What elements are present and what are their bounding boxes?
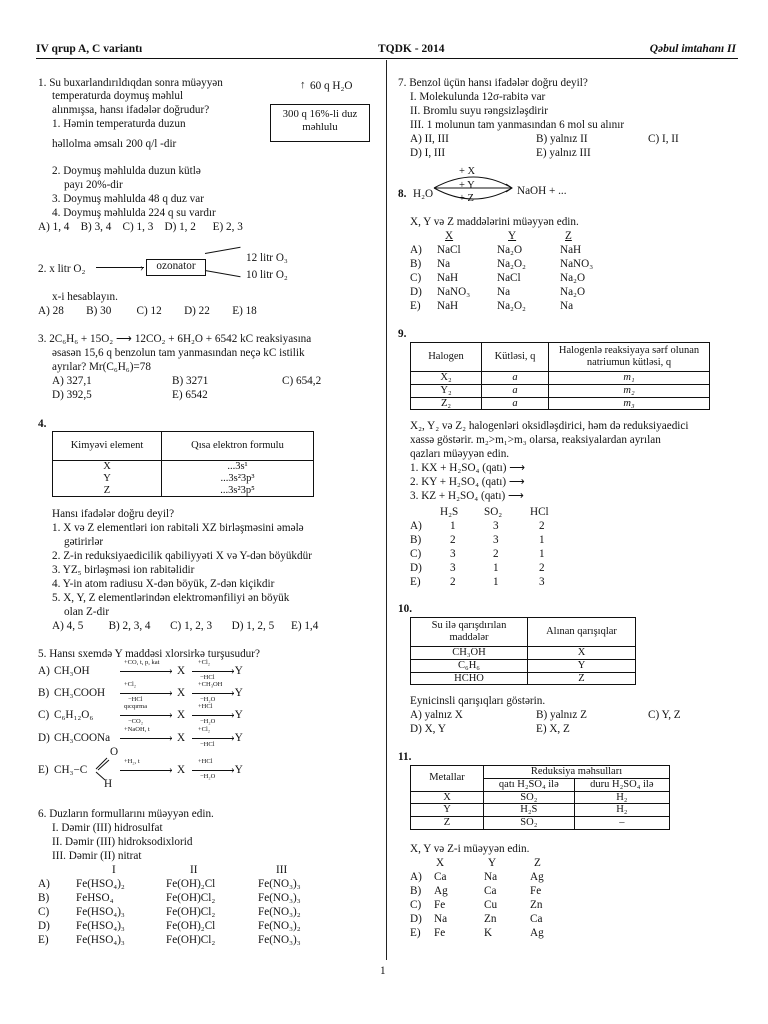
q2-product-oxygen: 10 litr O₂ <box>246 269 288 281</box>
q9-option-so2: 3 <box>493 534 499 546</box>
q3-answer-a[interactable]: A) 327,1 <box>52 375 92 387</box>
q9-option-hcl: 3 <box>539 576 545 588</box>
q9-option-label[interactable]: C) <box>410 548 422 560</box>
q8-option-z: Na <box>560 300 574 312</box>
q6-col-3: III <box>276 864 288 876</box>
q11-cell: SO₂ <box>484 817 575 830</box>
q5-arrow2-top: +HCl <box>198 758 213 765</box>
q6-option-salt-2: Fe(OH)Cl₂ <box>166 892 216 904</box>
q5-option-label[interactable]: A) <box>38 665 50 677</box>
q9-th-sodium-mass: Halogenlə reaksiyaya sərf olunan natriumun kütləsi, q <box>549 343 710 372</box>
q8-col-x: X <box>445 230 454 242</box>
q1-answer-c[interactable]: C) 1, 3 <box>122 221 154 233</box>
column-divider <box>386 60 387 960</box>
q8-option-y: Na₂O <box>497 244 523 256</box>
q4-line-7: 5. X, Y, Z elementlərindən elektromənfiliyi ən böyük <box>52 592 290 604</box>
q9-option-hcl: 2 <box>539 520 545 532</box>
q5-arrow1-top: +Cl₂ <box>124 681 137 688</box>
q6-line-4: III. Dəmir (II) nitrat <box>52 850 142 862</box>
q9-cell: m₁ <box>549 372 710 385</box>
q5-arrow2 <box>192 671 234 672</box>
q11-option-y: Ca <box>484 885 497 897</box>
q5-aldehyde-o: O <box>110 746 119 758</box>
q4-line-8: olan Z-dir <box>64 606 110 618</box>
q5-arrow2-top: +HCl <box>198 703 213 710</box>
q10-prompt: Eynicinsli qarışıqları göstərin. <box>410 695 546 707</box>
q8-option-label[interactable]: D) <box>410 286 422 298</box>
q11-th-dilute: duru H₂SO₄ ilə <box>574 778 669 791</box>
q5-arrow2-top: +CH₃OH <box>198 681 223 688</box>
q5-arrow1-bottom: −HCl <box>128 696 143 703</box>
header-group-variant: IV qrup A, C variantı <box>36 43 143 55</box>
q5-option-label[interactable]: E) <box>38 764 49 776</box>
q6-option-salt-3: Fe(NO₃)₂ <box>258 920 301 932</box>
q6-option-salt-1: Fe(HSO₄)₃ <box>76 934 125 946</box>
q11-option-label[interactable]: E) <box>410 927 421 939</box>
q3-answer-e[interactable]: E) 6542 <box>172 389 208 401</box>
q2-product-ozone: 12 litr O₃ <box>246 252 288 264</box>
q11-option-label[interactable]: A) <box>410 871 422 883</box>
q5-arrow1 <box>120 738 172 739</box>
q9-cell: Z₂ <box>411 397 482 410</box>
q5-product-y: ›Y <box>231 709 243 721</box>
q5-option-start: CH₃COOH <box>54 687 106 699</box>
q9-option-hcl: 1 <box>539 548 545 560</box>
q6-option-salt-2: Fe(OH)Cl₂ <box>166 934 216 946</box>
q9-table <box>410 342 710 410</box>
q4-line-1: Hansı ifadələr doğru deyil? <box>52 508 175 520</box>
q8-label-x: + X <box>459 166 476 177</box>
q9-col-so2: SO₂ <box>484 506 503 518</box>
q9-line-4: 1. KX + H₂SO₄ (qatı) ⟶ <box>410 462 526 474</box>
q5-product-y: ›Y <box>231 687 243 699</box>
q5-arrow2 <box>192 715 234 716</box>
q11-option-y: K <box>484 927 493 939</box>
q11-option-y: Na <box>484 871 498 883</box>
q11-table <box>410 765 670 830</box>
q8-label-z: + Z <box>459 193 474 204</box>
page-header <box>36 42 736 58</box>
q5-arrow2-bottom: −HCl <box>200 674 215 681</box>
q10-table <box>410 617 636 685</box>
q5-arrow1-head: › <box>169 732 173 744</box>
q10-answer-c[interactable]: C) Y, Z <box>648 709 681 721</box>
q5-arrow2-bottom: −H₂O <box>200 696 216 703</box>
q8-prompt: X, Y və Z maddələrini müəyyən edin. <box>410 216 579 228</box>
q5-intermediate-x: X <box>177 709 186 721</box>
q1-answers <box>38 221 243 235</box>
q11-cell: Y <box>411 804 484 817</box>
q9-option-h2s: 3 <box>450 548 456 560</box>
q3-line-2: əsasən 15,6 q benzolun tam yanmasından neçə kC istilik <box>52 347 305 359</box>
q11-option-y: Cu <box>484 899 498 911</box>
q8-col-y: Y <box>508 230 517 242</box>
q8-option-z: Na₂O <box>560 272 586 284</box>
q1-solution-text: 300 q 16%-li duz məhlulu <box>282 108 358 134</box>
q4-answer-d[interactable]: D) 1, 2, 5 <box>231 620 275 632</box>
q1-solution-box <box>270 104 370 142</box>
q4-answer-a[interactable]: A) 4, 5 <box>52 620 84 632</box>
q9-line-5: 2. KY + H₂SO₄ (qatı) ⟶ <box>410 476 525 488</box>
q8-col-z: Z <box>565 230 572 242</box>
q2-answer-a[interactable]: A) 28 <box>38 305 64 317</box>
q8-option-z: NaH <box>560 244 582 256</box>
q11-option-x: Ca <box>434 871 447 883</box>
q8-option-x: NaCl <box>437 244 461 256</box>
q11-option-z: Ca <box>530 913 543 925</box>
q3-line-3: ayrılar? Mr(C₆H₆)=78 <box>52 361 151 373</box>
q8-option-y: Na <box>497 286 511 298</box>
q11-prompt: X, Y və Z-i müəyyən edin. <box>410 843 530 855</box>
q9-option-h2s: 2 <box>450 576 456 588</box>
q2-answer-b[interactable]: B) 30 <box>86 305 112 317</box>
q9-option-so2: 3 <box>493 520 499 532</box>
q10-answer-e[interactable]: E) X, Z <box>536 723 570 735</box>
q11-cell: H₂ <box>574 791 669 804</box>
q2-arrow-line <box>96 267 144 268</box>
q11-option-y: Zn <box>484 913 497 925</box>
q11-option-z: Ag <box>530 871 544 883</box>
q5-arrow2-bottom: −H₂O <box>200 773 216 780</box>
q8-option-x: NaH <box>437 272 459 284</box>
q9-th-halogen: Halogen <box>411 343 482 372</box>
q5-option-label[interactable]: C) <box>38 709 50 721</box>
q9-cell: m₂ <box>549 384 710 397</box>
q4-answer-b[interactable]: B) 2, 3, 4 <box>108 620 151 632</box>
q8-label-y: + Y <box>459 180 475 191</box>
q1-line-9: 4. Doymuş məhlulda 224 q su vardır <box>52 207 216 219</box>
q6-option-salt-2: Fe(OH)Cl₂ <box>166 906 216 918</box>
q10-cell: Z <box>528 672 636 685</box>
q6-option-salt-3: Fe(NO₃)₂ <box>258 906 301 918</box>
q1-line-6: 2. Doymuş məhlulda duzun kütlə <box>52 165 201 177</box>
q10-th-mixtures: Alınan qarışıqlar <box>528 618 636 647</box>
q3-answer-c[interactable]: C) 654,2 <box>282 375 322 387</box>
q11-option-z: Fe <box>530 885 542 897</box>
q7-answer-c[interactable]: C) I, II <box>648 133 679 145</box>
q11-th-metals: Metallar <box>411 766 484 792</box>
q8-option-label[interactable]: B) <box>410 258 422 270</box>
q7-answer-d[interactable]: D) I, III <box>410 147 446 159</box>
q1-up-arrow: ↑ <box>300 79 306 91</box>
q8-option-y: Na₂O₂ <box>497 300 526 312</box>
q7-answer-b[interactable]: B) yalnız II <box>536 133 588 145</box>
q10-cell: X <box>528 647 636 660</box>
q11-option-label[interactable]: B) <box>410 885 422 897</box>
q8-option-label[interactable]: E) <box>410 300 421 312</box>
q11-option-x: Fe <box>434 899 446 911</box>
q5-intermediate-x: X <box>177 764 186 776</box>
q2-branch-up <box>205 247 241 254</box>
q9-option-h2s: 2 <box>450 534 456 546</box>
q4-line-3: gətirirlər <box>64 536 104 548</box>
q1-answer-b[interactable]: B) 3, 4 <box>80 221 112 233</box>
q10-th-substances: Su ilə qarışdırılan maddələr <box>411 618 528 647</box>
q11-option-x: Fe <box>434 927 446 939</box>
q9-col-h2s: H₂S <box>440 506 459 518</box>
q2-ozonator-box <box>146 259 206 276</box>
q5-option-label[interactable]: B) <box>38 687 50 699</box>
q5-arrow1-top: qıcqırma <box>124 703 148 710</box>
q1-answer-a[interactable]: A) 1, 4 <box>38 221 70 233</box>
q11-th-conc: qatı H₂SO₄ ilə <box>484 778 575 791</box>
q1-line-5: həllolma əmsalı 200 q/l -dir <box>52 138 177 150</box>
q9-cell: a <box>482 372 549 385</box>
q8-option-z: Na₂O <box>560 286 586 298</box>
q11-option-z: Ag <box>530 927 544 939</box>
q9-option-so2: 2 <box>493 548 499 560</box>
q8-reactant: H₂O <box>413 188 434 200</box>
q5-arrow1 <box>120 770 172 771</box>
q1-line-2: temperaturda doymuş məhlul <box>52 90 184 102</box>
q9-option-h2s: 3 <box>450 562 456 574</box>
q9-option-label[interactable]: B) <box>410 534 422 546</box>
q1-line-3: alınmışsa, hansı ifadələr doğrudur? <box>52 104 210 116</box>
q9-line-6: 3. KZ + H₂SO₄ (qatı) ⟶ <box>410 490 525 502</box>
q6-option-salt-1: Fe(HSO₄)₃ <box>76 920 125 932</box>
q10-answer-d[interactable]: D) X, Y <box>410 723 446 735</box>
q3-answer-b[interactable]: B) 3271 <box>172 375 209 387</box>
q4-cell: ...3s²3p⁵ <box>162 485 314 497</box>
q5-product-y: ›Y <box>231 764 243 776</box>
q10-answer-b[interactable]: B) yalnız Z <box>536 709 587 721</box>
q9-line-3: qazları müəyyən edin. <box>410 448 510 460</box>
q2-reactant: 2. x litr O₂ <box>38 263 86 275</box>
q6-option-label[interactable]: E) <box>38 934 49 946</box>
q8-option-label[interactable]: C) <box>410 272 422 284</box>
q9-cell: Y₂ <box>411 384 482 397</box>
q10-answer-a[interactable]: A) yalnız X <box>410 709 463 721</box>
q7-line-2: I. Molekulunda 12σ-rabitə var <box>410 91 546 103</box>
q5-question: 5. Hansı sxemdə Y maddəsi xlorsirkə turşusudur? <box>38 648 260 660</box>
q1-answer-d[interactable]: D) 1, 2 <box>164 221 196 233</box>
q5-arrow2-bottom: −HCl <box>200 741 215 748</box>
q7-answer-a[interactable]: A) II, III <box>410 133 449 145</box>
q5-arrow2-bottom: −H₂O <box>200 718 216 725</box>
q5-aldehyde-h: H <box>104 778 113 790</box>
q9-cell: a <box>482 384 549 397</box>
q6-option-label[interactable]: A) <box>38 878 50 890</box>
q11-cell: Z <box>411 817 484 830</box>
q5-arrow2-top: +Cl₂ <box>198 726 211 733</box>
q4-line-6: 4. Y-in atom radiusu X-dən böyük, Z-dən kiçikdir <box>52 578 275 590</box>
q5-intermediate-x: X <box>177 687 186 699</box>
q6-col-1: I <box>112 864 116 876</box>
q10-number: 10. <box>398 603 412 615</box>
q1-line-4: 1. Həmin temperaturda duzun <box>52 118 186 130</box>
q9-th-mass: Kütləsi, q <box>482 343 549 372</box>
q5-arrow1-top: +H₂, t <box>124 758 140 765</box>
q5-arrow1 <box>120 715 172 716</box>
q9-col-hcl: HCl <box>530 506 549 518</box>
q5-arrow2 <box>192 738 234 739</box>
q2-branch-down <box>205 270 241 277</box>
header-exam-code: TQDK - 2014 <box>378 43 445 55</box>
q4-table <box>52 431 314 497</box>
q4-th-formula: Qısa elektron formulu <box>162 432 314 461</box>
q10-cell: Y <box>528 659 636 672</box>
q5-arrow1-head: › <box>169 687 173 699</box>
q5-arrow2-top: +Cl₂ <box>198 659 211 666</box>
q5-intermediate-x: X <box>177 665 186 677</box>
q2-answer-c[interactable]: C) 12 <box>136 305 162 317</box>
q11-option-x: Na <box>434 913 448 925</box>
q10-cell: HCHO <box>411 672 528 685</box>
q8-option-x: NaNO₃ <box>437 286 471 298</box>
q9-cell: a <box>482 397 549 410</box>
q5-arrow1-head: › <box>169 709 173 721</box>
q5-arrow1-top: +CO, t, p, kat <box>124 659 160 666</box>
q4-cell: Z <box>53 485 162 497</box>
q11-option-x: Ag <box>434 885 448 897</box>
q4-line-2: 1. X və Z elementləri ion rabitəli XZ birləşməsini əmələ <box>52 522 304 534</box>
q6-option-salt-3: Fe(NO₃)₃ <box>258 878 301 890</box>
q11-option-z: Zn <box>530 899 543 911</box>
q4-answer-e[interactable]: E) 1,4 <box>290 620 319 632</box>
q11-cell: H₂ <box>574 804 669 817</box>
q2-prompt: x-i hesablayın. <box>52 291 118 303</box>
q11-cell: – <box>574 817 669 830</box>
q6-option-salt-1: FeHSO₄ <box>76 892 114 904</box>
q8-number: 8. <box>398 188 407 200</box>
q6-option-label[interactable]: C) <box>38 906 50 918</box>
page-number: 1 <box>380 965 386 977</box>
q7-line-4: III. 1 molunun tam yanmasından 6 mol su alınır <box>410 119 625 131</box>
q9-cell: m₃ <box>549 397 710 410</box>
q6-col-2: II <box>190 864 198 876</box>
q5-product-y: ›Y <box>231 732 243 744</box>
q9-option-hcl: 1 <box>539 534 545 546</box>
q5-arrow2 <box>192 693 234 694</box>
q6-option-label[interactable]: B) <box>38 892 50 904</box>
q11-number: 11. <box>398 751 412 763</box>
q5-arrow1-top: +NaOH, t <box>124 726 150 733</box>
q2-ozonator-label: ozonator <box>156 260 196 272</box>
q9-number: 9. <box>398 328 407 340</box>
q3-line-1: 3. 2C₆H₆ + 15O₂ ⟶ 12CO₂ + 6H₂O + 6542 kC reaksiyasına <box>38 333 312 345</box>
q11-th-products: Reduksiya məhsulları <box>484 766 670 779</box>
q5-option-label[interactable]: D) <box>38 732 50 744</box>
q9-option-so2: 1 <box>493 576 499 588</box>
q4-cell: X <box>53 461 162 473</box>
q2-answer-e[interactable]: E) 18 <box>232 305 257 317</box>
q1-line-1: 1. Su buxarlandırıldıqdan sonra müəyyən <box>38 77 223 89</box>
q11-cell: SO₂ <box>484 791 575 804</box>
q1-water-label: 60 q H₂O <box>310 80 353 92</box>
q5-arrow1-bottom: −CO₂ <box>128 718 143 725</box>
q8-option-y: NaCl <box>497 272 521 284</box>
q2-answer-d[interactable]: D) 22 <box>184 305 210 317</box>
header-exam-title: Qəbul imtahanı II <box>649 43 736 55</box>
q8-option-y: Na₂O₂ <box>497 258 526 270</box>
q4-cell: Y <box>53 473 162 485</box>
q4-th-element: Kimyəvi element <box>53 432 162 461</box>
q7-line-3: II. Bromlu suyu rəngsizləşdirir <box>410 105 548 117</box>
q6-option-salt-3: Fe(NO₃)₃ <box>258 934 301 946</box>
q6-line-1: 6. Duzların formullarını müəyyən edin. <box>38 808 214 820</box>
q6-option-salt-2: Fe(OH)₂Cl <box>166 878 216 890</box>
q1-line-8: 3. Doymuş məhlulda 48 q duz var <box>52 193 204 205</box>
q5-arrow1 <box>120 693 172 694</box>
q8-option-z: NaNO₃ <box>560 258 594 270</box>
q8-option-label[interactable]: A) <box>410 244 422 256</box>
q5-option-start: CH₃−C <box>54 764 88 776</box>
q8-option-x: Na <box>437 258 451 270</box>
q4-answer-c[interactable]: C) 1, 2, 3 <box>170 620 213 632</box>
q11-cell: X <box>411 791 484 804</box>
q8-option-x: NaH <box>437 300 459 312</box>
q5-arrow1 <box>120 671 172 672</box>
q6-option-salt-1: Fe(HSO₄)₂ <box>76 878 125 890</box>
q3-answer-d[interactable]: D) 392,5 <box>52 389 92 401</box>
q5-product-y: ›Y <box>231 665 243 677</box>
q9-cell: X₂ <box>411 372 482 385</box>
q11-option-label[interactable]: D) <box>410 913 422 925</box>
q5-option-start: CH₃OH <box>54 665 90 677</box>
q5-arrow2 <box>192 770 234 771</box>
q11-col-y: Y <box>488 857 497 869</box>
header-rule <box>36 58 738 59</box>
q6-option-salt-3: Fe(NO₃)₃ <box>258 892 301 904</box>
q9-option-label[interactable]: D) <box>410 562 422 574</box>
q7-answer-e[interactable]: E) yalnız III <box>536 147 591 159</box>
q6-line-2: I. Dəmir (III) hidrosulfat <box>52 822 163 834</box>
q2-arrow-head: › <box>140 262 144 274</box>
q7-line-1: 7. Benzol üçün hansı ifadələr doğru deyil? <box>398 77 588 89</box>
q9-option-h2s: 1 <box>450 520 456 532</box>
q9-option-hcl: 2 <box>539 562 545 574</box>
q9-line-1: X₂, Y₂ və Z₂ halogenləri oksidləşdirici, həm də reduksiyaedici <box>410 420 689 432</box>
q9-option-label[interactable]: A) <box>410 520 422 532</box>
q5-option-start: C₆H₁₂O₆ <box>54 709 94 721</box>
q5-arrow1-head: › <box>169 764 173 776</box>
q4-cell: ...3s¹ <box>162 461 314 473</box>
q11-col-z: Z <box>534 857 541 869</box>
q6-option-salt-1: Fe(HSO₄)₃ <box>76 906 125 918</box>
q9-option-label[interactable]: E) <box>410 576 421 588</box>
q6-option-label[interactable]: D) <box>38 920 50 932</box>
q8-product: NaOH + ... <box>517 185 567 197</box>
q1-line-7: payı 20%-dir <box>64 179 123 191</box>
q4-answers <box>52 620 318 634</box>
q11-cell: H₂S <box>484 804 575 817</box>
q1-answer-e[interactable]: E) 2, 3 <box>212 221 243 233</box>
q10-cell: C₆H₆ <box>411 659 528 672</box>
q4-number: 4. <box>38 418 47 430</box>
q11-option-label[interactable]: C) <box>410 899 422 911</box>
q9-option-so2: 1 <box>493 562 499 574</box>
q10-cell: CH₃OH <box>411 647 528 660</box>
q4-line-5: 3. YZ₅ birləşməsi ion rabitəlidir <box>52 564 195 576</box>
q9-line-2: xassə göstərir. m₂>m₁>m₃ olarsa, reaksiyalardan ayrılan <box>410 434 661 446</box>
q5-arrow1-head: › <box>169 665 173 677</box>
q6-option-salt-2: Fe(OH)₂Cl <box>166 920 216 932</box>
q6-line-3: II. Dəmir (III) hidroksodixlorid <box>52 836 193 848</box>
q11-col-x: X <box>436 857 445 869</box>
q5-intermediate-x: X <box>177 732 186 744</box>
q4-cell: ...3s²3p³ <box>162 473 314 485</box>
q5-option-start: CH₃COONa <box>54 732 111 744</box>
q4-line-4: 2. Z-in reduksiyaedicilik qabiliyyəti X və Y-dən böyükdür <box>52 550 312 562</box>
q2-answers <box>38 305 257 319</box>
